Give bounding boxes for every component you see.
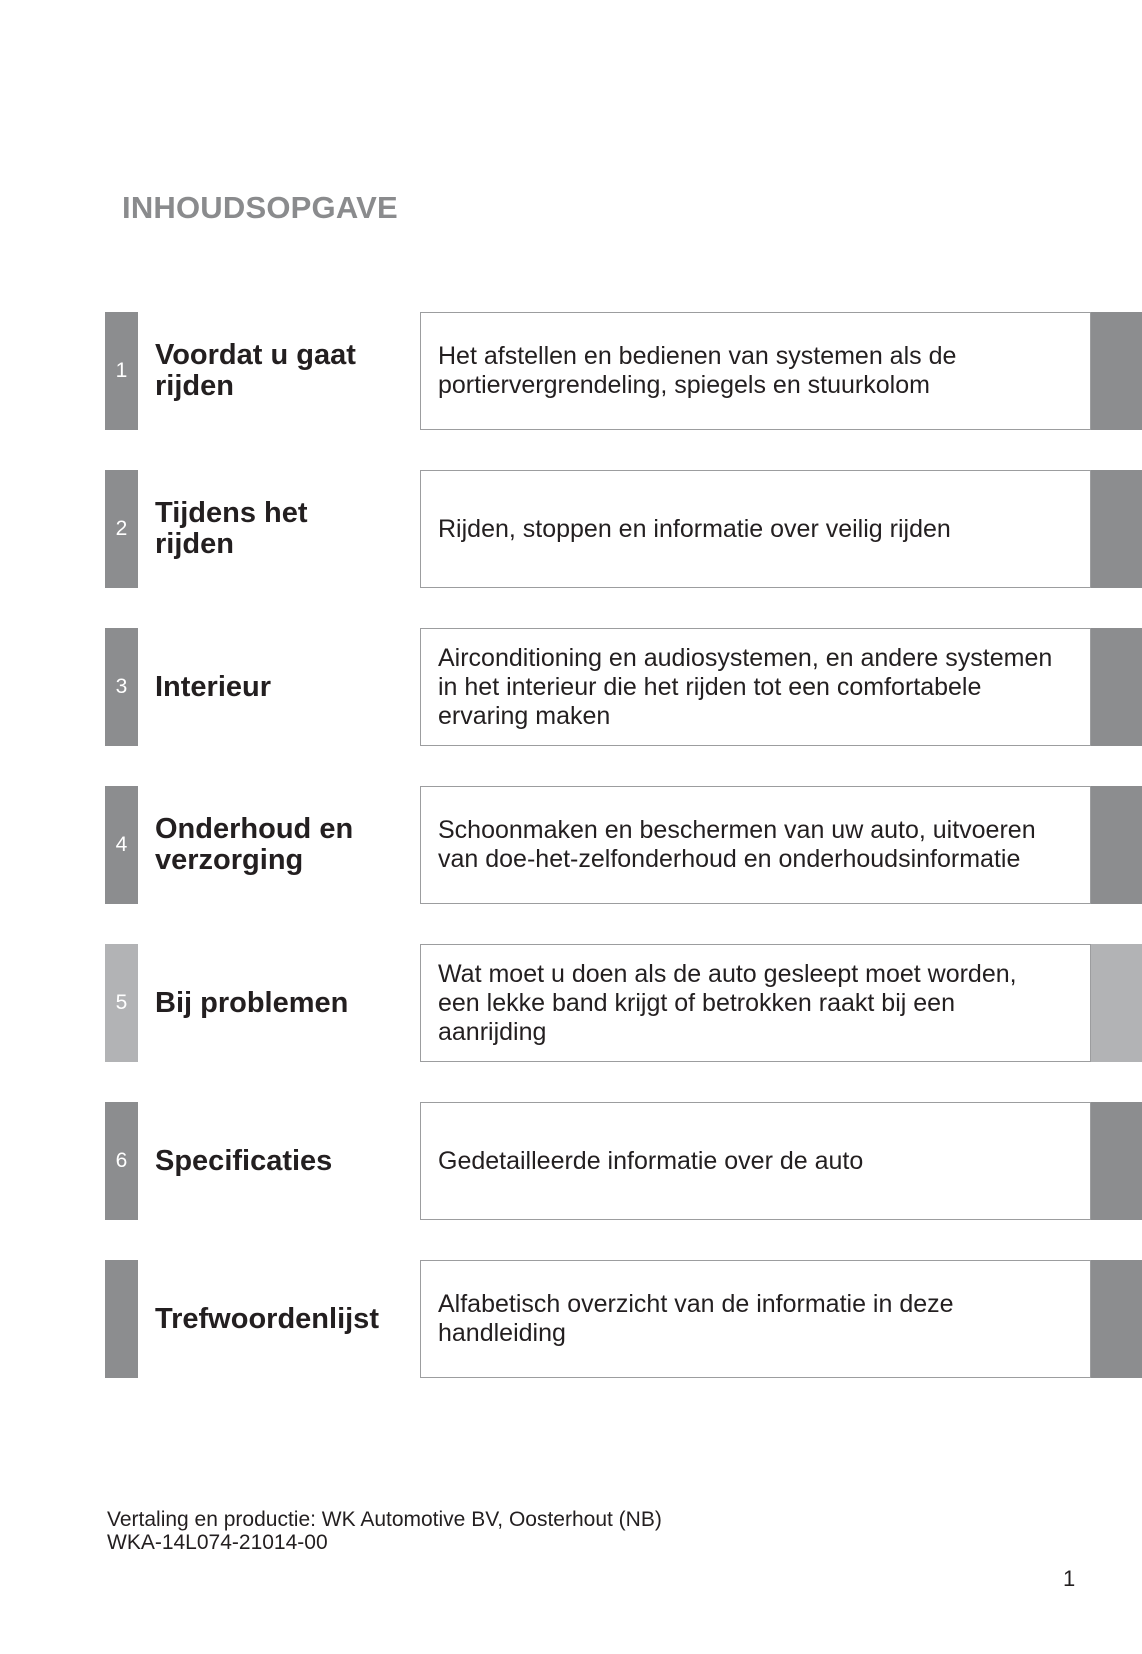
chapter-side-tab: [1091, 312, 1142, 430]
footer-credit: Vertaling en productie: WK Automotive BV, Oosterhout (NB): [107, 1508, 662, 1531]
page-number: 1: [1063, 1566, 1076, 1591]
chapter-title[interactable]: Interieur: [155, 670, 272, 703]
toc-row-index[interactable]: [105, 1260, 1142, 1378]
chapter-description: Alfabetisch overzicht van de informatie in deze handleiding: [420, 1260, 1091, 1378]
chapter-title[interactable]: Bij problemen: [155, 986, 349, 1019]
chapter-side-tab: [1091, 1260, 1142, 1378]
chapter-number-tab: [105, 1260, 138, 1378]
chapter-title[interactable]: Onderhoud en verzorging: [155, 813, 354, 876]
chapter-number-tab: 4: [105, 786, 138, 904]
chapter-number-tab: 2: [105, 470, 138, 588]
page-title: INHOUDSOPGAVE: [122, 190, 398, 225]
chapter-side-tab: [1091, 628, 1142, 746]
chapter-title[interactable]: Specificaties: [155, 1144, 333, 1177]
chapter-number-tab: 6: [105, 1102, 138, 1220]
chapter-number-tab: 5: [105, 944, 138, 1062]
chapter-side-tab: [1091, 944, 1142, 1062]
chapter-title[interactable]: Voordat u gaat rijden: [155, 339, 356, 402]
footer-code: WKA-14L074-21014-00: [107, 1531, 328, 1554]
toc-row-5[interactable]: [105, 944, 1142, 1062]
footer: [107, 1508, 662, 1554]
chapter-description: Gedetailleerde informatie over de auto: [420, 1102, 1091, 1220]
chapter-description: Airconditioning en audiosystemen, en andere systemen in het interieur die het rijden tot een comfortabele ervaring maken: [420, 628, 1091, 746]
toc-row-2[interactable]: [105, 470, 1142, 588]
toc-row-4[interactable]: [105, 786, 1142, 904]
chapter-number-tab: 3: [105, 628, 138, 746]
toc-row-3[interactable]: [105, 628, 1142, 746]
chapter-side-tab: [1091, 786, 1142, 904]
chapter-description: Het afstellen en bedienen van systemen als de portiervergrendeling, spiegels en stuurkolom: [420, 312, 1091, 430]
chapter-title[interactable]: Trefwoordenlijst: [155, 1302, 379, 1335]
toc-row-6[interactable]: [105, 1102, 1142, 1220]
toc-row-1[interactable]: [105, 312, 1142, 430]
chapter-description: Rijden, stoppen en informatie over veilig rijden: [420, 470, 1091, 588]
chapter-title[interactable]: Tijdens het rijden: [155, 497, 308, 560]
chapter-description: Schoonmaken en beschermen van uw auto, uitvoeren van doe-het-zelfonderhoud en onderhoudsinformatie: [420, 786, 1091, 904]
chapter-side-tab: [1091, 1102, 1142, 1220]
chapter-description: Wat moet u doen als de auto gesleept moet worden, een lekke band krijgt of betrokken raakt bij een aanrijding: [420, 944, 1091, 1062]
chapter-side-tab: [1091, 470, 1142, 588]
chapter-number-tab: 1: [105, 312, 138, 430]
